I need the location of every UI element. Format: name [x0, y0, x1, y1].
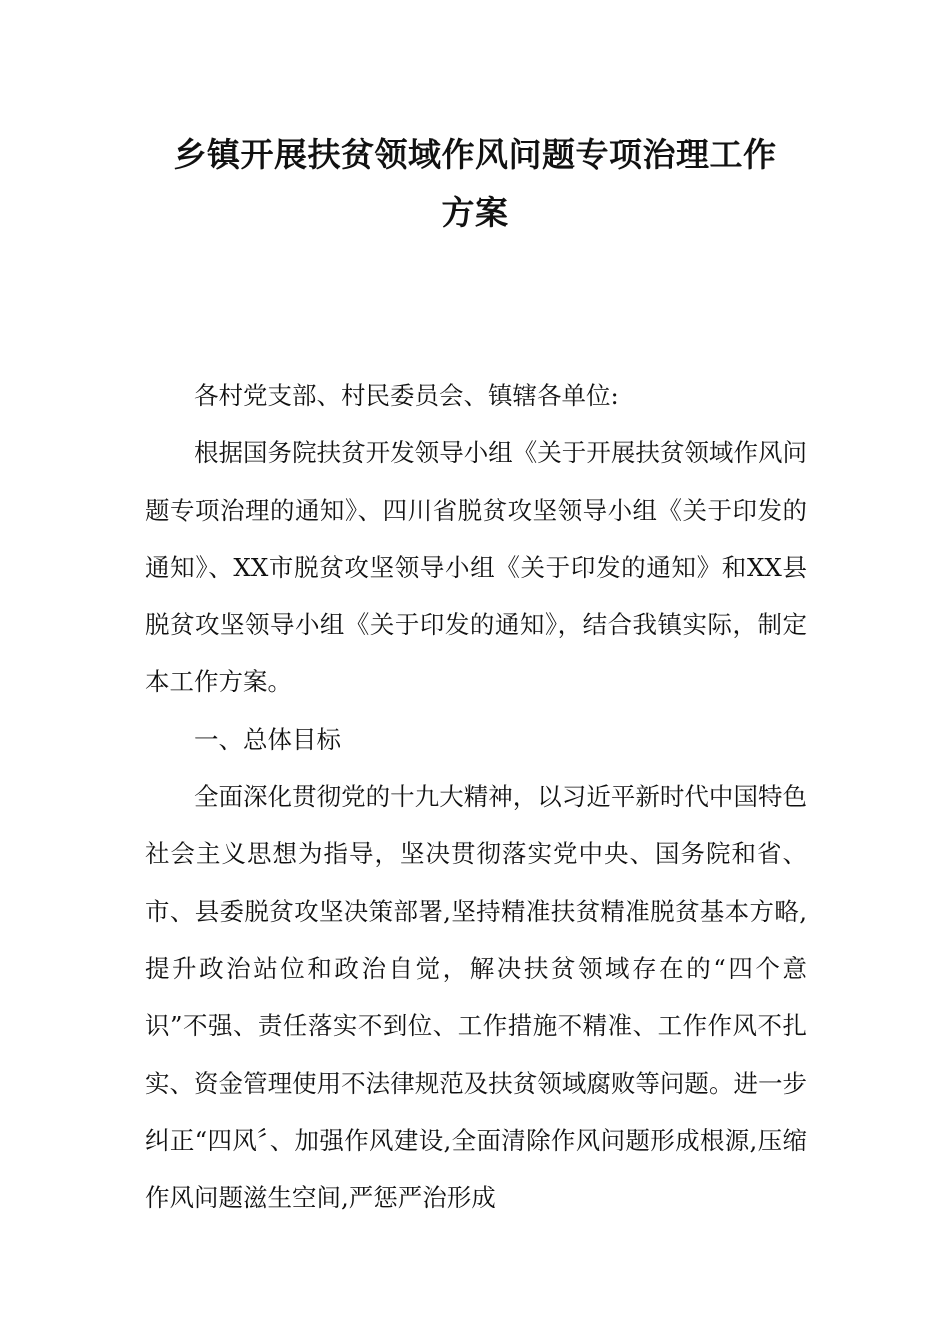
document-title [140, 126, 810, 242]
salutation: 各村党支部、村民委员会、镇辖各单位: [194, 381, 619, 410]
document-title-line-1: 乡镇开展扶贫领域作风问题专项治理工作 [173, 135, 777, 174]
paragraph-introduction: 根据国务院扶贫开发领导小组《关于开展扶贫领域作风问题专项治理的通知》、四川省脱贫攻坚领导小组《关于印发的通知》、XX市脱贫攻坚领导小组《关于印发的通知》和XX县脱贫攻坚领导小组《关于印发的通知》，结合我镇实际，制定本工作方案。 [145, 438, 807, 697]
document-body [145, 367, 807, 1226]
paragraph-overall-goal: 全面深化贯彻党的十九大精神，以习近平新时代中国特色社会主义思想为指导，坚决贯彻落实党中央、国务院和省、市、县委脱贫攻坚决策部署,坚持精准扶贫精准脱贫基本方略,提升政治站位和政治自觉，解决扶贫领域存在的“四个意识”不强、责任落实不到位、工作措施不精准、工作作风不扎实、资金管理使用不法律规范及扶贫领域腐败等问题。进一步纠正“四风〞、加强作风建设,全面清除作风问题形成根源,压缩作风问题滋生空间,严惩严治形成 [145, 782, 807, 1213]
section-heading-overall-goal: 一、总体目标 [194, 724, 341, 754]
document-title-line-2: 方案 [441, 193, 509, 232]
